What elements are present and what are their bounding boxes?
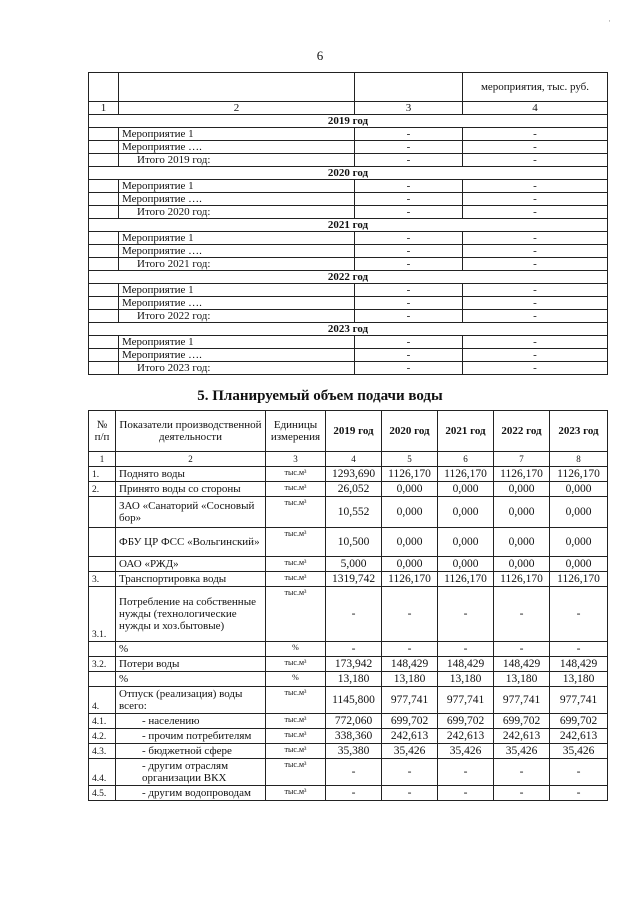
colnum-cell: 1 [89,452,116,467]
header-cont-cell: мероприятия, тыс. руб. [463,73,608,102]
row-num-cell [89,284,119,297]
indicator-value: 242,613 [550,729,608,744]
indicator-value: 13,180 [438,672,494,687]
indicator-row [89,467,608,482]
row-num-cell [89,336,119,349]
indicator-value: 0,000 [494,497,550,528]
indicator-row [89,729,608,744]
year-heading: 2021 год [89,219,608,232]
indicator-number: 4.3. [89,744,116,759]
measure-value-4: - [463,154,608,167]
indicator-value: 1126,170 [438,572,494,587]
indicator-row [89,672,608,687]
indicator-value: 0,000 [382,528,438,557]
indicator-value: 0,000 [494,528,550,557]
indicator-value: - [494,759,550,786]
indicator-value: 0,000 [550,497,608,528]
year-row [89,271,608,284]
indicator-value: 13,180 [326,672,382,687]
indicator-number: 2. [89,482,116,497]
indicator-value: - [494,642,550,657]
colnum-cell: 3 [355,102,463,115]
measures-header-row [89,73,608,102]
measure-name: Мероприятие …. [119,349,355,362]
colnum-cell: 2 [116,452,266,467]
indicator-name: Поднято воды [116,467,266,482]
measure-name: Мероприятие …. [119,141,355,154]
indicator-row [89,744,608,759]
measure-value-4: - [463,128,608,141]
indicator-value: 242,613 [438,729,494,744]
indicator-value: 0,000 [438,557,494,572]
colnum-cell: 5 [382,452,438,467]
indicator-unit: тыс.м³ [266,557,326,572]
indicator-value: 0,000 [438,482,494,497]
indicator-value: 699,702 [550,714,608,729]
indicator-value: 148,429 [382,657,438,672]
colnum-cell: 4 [463,102,608,115]
measures-table [88,72,608,375]
indicator-unit: тыс.м³ [266,714,326,729]
year-row [89,167,608,180]
indicator-number: 3.2. [89,657,116,672]
header-cell: 2023 год [550,411,608,452]
measure-row [89,245,608,258]
header-cell: 2019 год [326,411,382,452]
indicator-unit: тыс.м³ [266,467,326,482]
indicator-unit: тыс.м³ [266,657,326,672]
indicator-number [89,642,116,657]
colnum-cell: 8 [550,452,608,467]
measure-value-3: - [355,128,463,141]
indicator-row [89,687,608,714]
indicator-unit: % [266,672,326,687]
indicator-row [89,657,608,672]
indicator-value: 977,741 [382,687,438,714]
measure-name: Мероприятие …. [119,297,355,310]
row-num-cell [89,193,119,206]
indicator-row [89,557,608,572]
indicator-name: - другим водопроводам [116,786,266,801]
indicator-value: - [438,587,494,642]
indicator-value: 0,000 [438,528,494,557]
indicator-value: 148,429 [550,657,608,672]
indicator-value: 173,942 [326,657,382,672]
indicator-value: 1145,800 [326,687,382,714]
indicator-value: 1319,742 [326,572,382,587]
indicator-name: ФБУ ЦР ФСС «Вольгинский» [116,528,266,557]
indicator-value: 0,000 [382,557,438,572]
indicator-number [89,557,116,572]
indicator-number: 4.4. [89,759,116,786]
measure-value-3: - [355,362,463,375]
indicator-value: 772,060 [326,714,382,729]
indicator-number: 4.5. [89,786,116,801]
indicator-value: 5,000 [326,557,382,572]
indicator-row [89,759,608,786]
indicator-row [89,642,608,657]
indicator-value: 242,613 [494,729,550,744]
indicator-value: 1126,170 [550,467,608,482]
measure-name: Мероприятие 1 [119,336,355,349]
header-cell: Показатели производственной деятельности [116,411,266,452]
measure-value-3: - [355,297,463,310]
measure-row [89,232,608,245]
measure-name: Итого 2021 год: [119,258,355,271]
indicator-value: 13,180 [494,672,550,687]
row-num-cell [89,258,119,271]
indicator-row [89,587,608,642]
indicator-name: % [116,642,266,657]
measure-value-3: - [355,284,463,297]
measure-value-4: - [463,245,608,258]
indicator-number [89,672,116,687]
indicator-row [89,714,608,729]
indicator-value: - [550,642,608,657]
indicator-unit: тыс.м³ [266,729,326,744]
indicator-value: - [550,587,608,642]
indicator-row [89,786,608,801]
header-cell: № п/п [89,411,116,452]
indicator-number: 3. [89,572,116,587]
measure-value-4: - [463,336,608,349]
header-cell: 2022 год [494,411,550,452]
measure-row [89,336,608,349]
indicator-value: 148,429 [438,657,494,672]
measure-row [89,206,608,219]
measure-value-4: - [463,258,608,271]
measure-value-3: - [355,206,463,219]
indicator-name: - бюджетной сфере [116,744,266,759]
measure-value-3: - [355,336,463,349]
measure-value-4: - [463,180,608,193]
indicator-name: Потребление на собственные нужды (технологические нужды и хоз.бытовые) [116,587,266,642]
measure-name: Мероприятие …. [119,245,355,258]
indicator-value: 699,702 [494,714,550,729]
indicator-number: 4. [89,687,116,714]
measure-row [89,284,608,297]
indicator-value: - [550,759,608,786]
indicator-name: ОАО «РЖД» [116,557,266,572]
water-supply-table [88,410,608,801]
year-row [89,219,608,232]
indicator-number [89,497,116,528]
indicator-unit: тыс.м³ [266,482,326,497]
indicator-value: 35,426 [494,744,550,759]
measure-value-4: - [463,362,608,375]
indicator-value: - [382,642,438,657]
indicator-value: 977,741 [550,687,608,714]
measure-name: Мероприятие 1 [119,284,355,297]
colnum-cell: 4 [326,452,382,467]
row-num-cell [89,245,119,258]
water-header-row [89,411,608,452]
row-num-cell [89,349,119,362]
indicator-value: - [382,786,438,801]
indicator-value: 13,180 [382,672,438,687]
measure-row [89,310,608,323]
indicator-name: - другим отраслям организации ВКХ [116,759,266,786]
indicator-value: - [326,587,382,642]
indicator-value: - [326,759,382,786]
indicator-value: 1293,690 [326,467,382,482]
measure-value-3: - [355,258,463,271]
indicator-number: 3.1. [89,587,116,642]
indicator-number: 4.2. [89,729,116,744]
year-heading: 2023 год [89,323,608,336]
indicator-value: 35,380 [326,744,382,759]
indicator-value: 699,702 [382,714,438,729]
indicator-name: - населению [116,714,266,729]
indicator-value: - [438,759,494,786]
measure-name: Мероприятие 1 [119,128,355,141]
row-num-cell [89,180,119,193]
indicator-value: 1126,170 [550,572,608,587]
row-num-cell [89,141,119,154]
year-heading: 2022 год [89,271,608,284]
indicator-name: Транспортировка воды [116,572,266,587]
measure-value-3: - [355,310,463,323]
indicator-unit: тыс.м³ [266,786,326,801]
measure-value-3: - [355,232,463,245]
measure-name: Итого 2020 год: [119,206,355,219]
indicator-value: 1126,170 [494,572,550,587]
indicator-number [89,528,116,557]
row-num-cell [89,297,119,310]
indicator-value: 10,500 [326,528,382,557]
indicator-value: 1126,170 [438,467,494,482]
indicator-name: Принято воды со стороны [116,482,266,497]
indicator-value: 10,552 [326,497,382,528]
indicator-value: 977,741 [494,687,550,714]
indicator-unit: тыс.м³ [266,687,326,714]
indicator-value: - [326,642,382,657]
indicator-value: - [382,587,438,642]
year-heading: 2019 год [89,115,608,128]
indicator-value: 1126,170 [382,467,438,482]
header-cell: 2020 год [382,411,438,452]
year-row [89,115,608,128]
indicator-value: - [438,642,494,657]
measure-value-4: - [463,141,608,154]
indicator-unit: тыс.м³ [266,744,326,759]
indicator-value: 26,052 [326,482,382,497]
indicator-unit: тыс.м³ [266,528,326,557]
indicator-unit: тыс.м³ [266,759,326,786]
measure-row [89,180,608,193]
indicator-value: - [326,786,382,801]
indicator-number: 4.1. [89,714,116,729]
indicator-name: Отпуск (реализация) воды всего: [116,687,266,714]
indicator-value: 0,000 [382,482,438,497]
indicator-value: 977,741 [438,687,494,714]
indicator-name: Потери воды [116,657,266,672]
measure-name: Итого 2023 год: [119,362,355,375]
measure-name: Мероприятие 1 [119,232,355,245]
indicator-value: - [494,587,550,642]
measure-value-4: - [463,297,608,310]
indicator-value: - [382,759,438,786]
indicator-name: - прочим потребителям [116,729,266,744]
water-colnum-row [89,452,608,467]
indicator-value: 35,426 [438,744,494,759]
measure-value-4: - [463,349,608,362]
colnum-cell: 6 [438,452,494,467]
row-num-cell [89,310,119,323]
indicator-value: 0,000 [494,557,550,572]
measure-value-3: - [355,193,463,206]
measure-value-3: - [355,154,463,167]
indicator-value: 0,000 [550,528,608,557]
indicator-value: 13,180 [550,672,608,687]
indicator-value: 699,702 [438,714,494,729]
indicator-value: 1126,170 [494,467,550,482]
indicator-row [89,482,608,497]
colnum-cell: 2 [119,102,355,115]
measure-value-4: - [463,310,608,323]
indicator-value: 242,613 [382,729,438,744]
measure-row [89,362,608,375]
colnum-cell: 7 [494,452,550,467]
measure-value-3: - [355,180,463,193]
row-num-cell [89,232,119,245]
measure-value-4: - [463,206,608,219]
indicator-row [89,572,608,587]
indicator-value: 35,426 [382,744,438,759]
indicator-value: 0,000 [550,557,608,572]
page-number: 6 [316,48,324,63]
measure-value-4: - [463,232,608,245]
measure-row [89,141,608,154]
colnum-cell: 1 [89,102,119,115]
header-cell: 2021 год [438,411,494,452]
header-cell: Единицы измерения [266,411,326,452]
measure-name: Мероприятие 1 [119,180,355,193]
indicator-name: ЗАО «Санаторий «Сосновый бор» [116,497,266,528]
indicator-unit: тыс.м³ [266,587,326,642]
section-title: 5. Планируемый объем подачи воды [197,388,443,404]
measure-value-4: - [463,284,608,297]
indicator-value: 0,000 [550,482,608,497]
indicator-unit: тыс.м³ [266,572,326,587]
row-num-cell [89,206,119,219]
measure-value-4: - [463,193,608,206]
measure-name: Итого 2022 год: [119,310,355,323]
year-row [89,323,608,336]
row-num-cell [89,362,119,375]
indicator-name: % [116,672,266,687]
indicator-row [89,528,608,557]
indicator-value: 0,000 [438,497,494,528]
measure-row [89,297,608,310]
indicator-value: 35,426 [550,744,608,759]
measure-value-3: - [355,141,463,154]
indicator-unit: % [266,642,326,657]
measures-colnum-row [89,102,608,115]
indicator-value: - [494,786,550,801]
indicator-value: 1126,170 [382,572,438,587]
row-num-cell [89,154,119,167]
row-num-cell [89,128,119,141]
indicator-unit: тыс.м³ [266,497,326,528]
indicator-value: 338,360 [326,729,382,744]
indicator-number: 1. [89,467,116,482]
measure-name: Итого 2019 год: [119,154,355,167]
scan-mark: · [608,16,611,26]
measure-row [89,154,608,167]
indicator-row [89,497,608,528]
measure-row [89,128,608,141]
measure-value-3: - [355,349,463,362]
measure-name: Мероприятие …. [119,193,355,206]
indicator-value: - [438,786,494,801]
measure-row [89,193,608,206]
measure-row [89,258,608,271]
indicator-value: - [550,786,608,801]
measure-value-3: - [355,245,463,258]
year-heading: 2020 год [89,167,608,180]
colnum-cell: 3 [266,452,326,467]
indicator-value: 0,000 [494,482,550,497]
measure-row [89,349,608,362]
indicator-value: 148,429 [494,657,550,672]
indicator-value: 0,000 [382,497,438,528]
